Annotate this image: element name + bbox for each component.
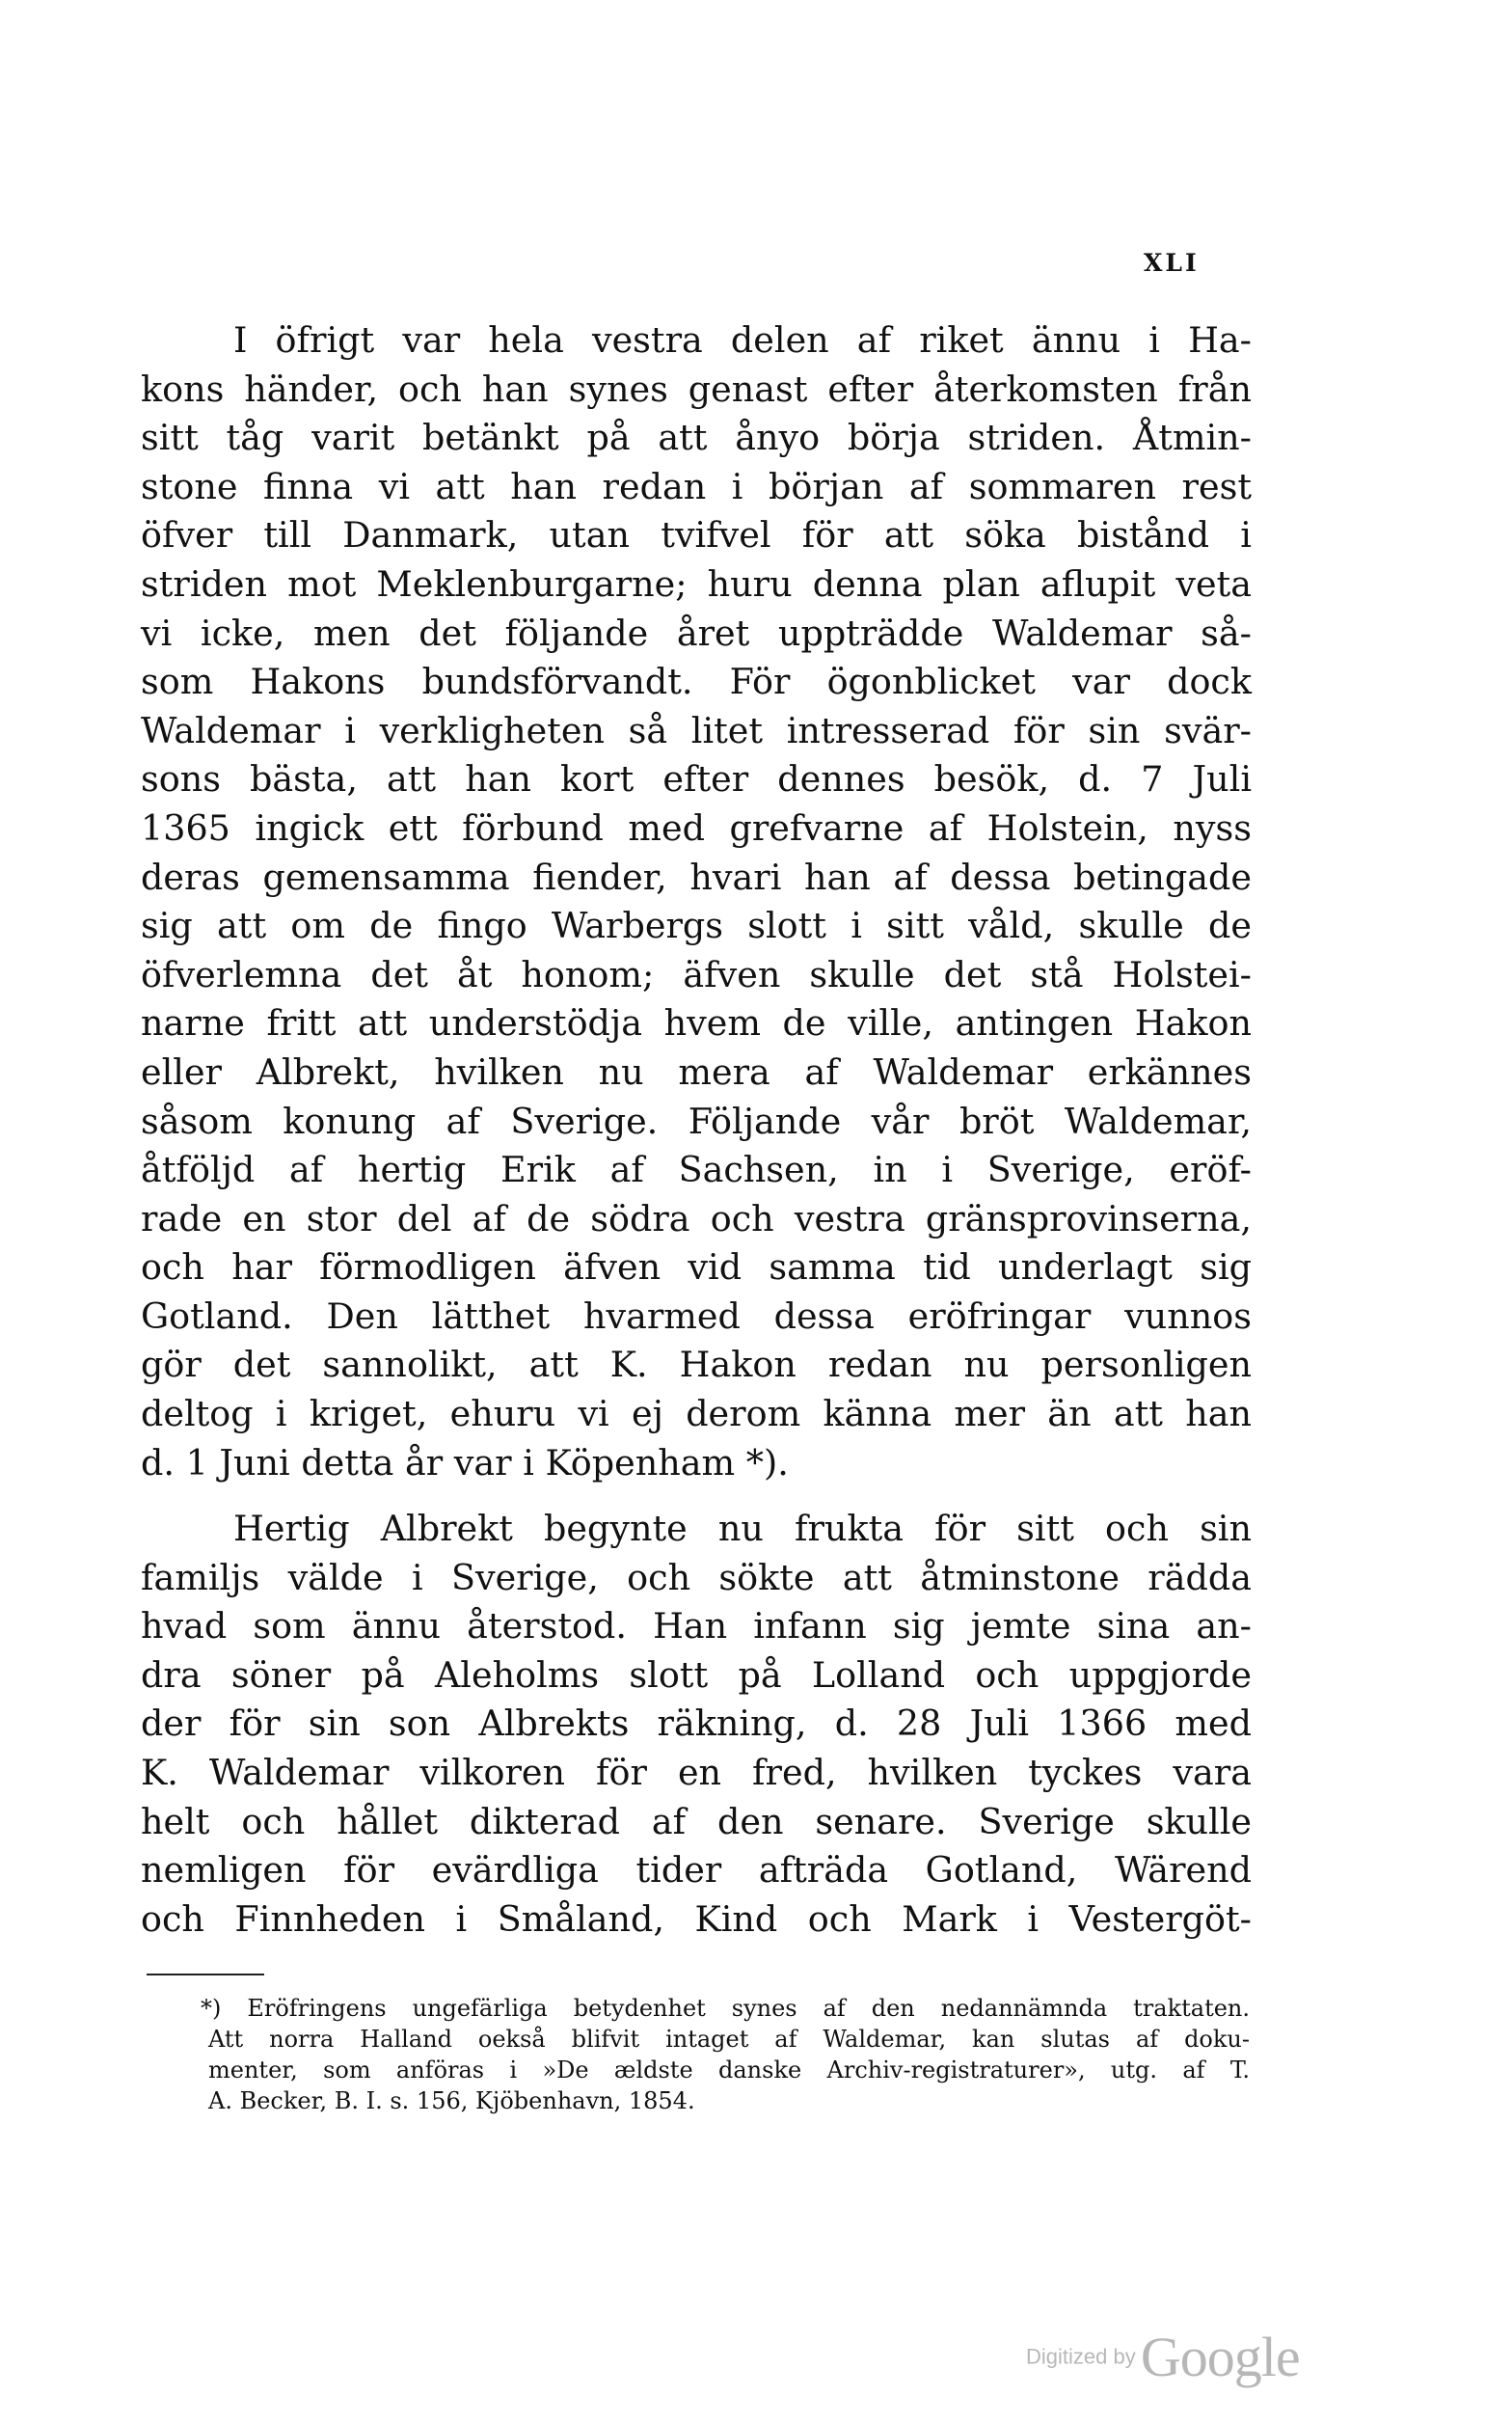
footnote-line: menter, som anföras i »De ældste danske Archiv-registraturer», utg. af T. — [208, 2056, 1250, 2084]
text-line: sitt tåg varit betänkt på att ånyo börja striden. Åtmin- — [141, 417, 1252, 459]
text-line: som Hakons bundsförvandt. För ögonblicket var dock — [141, 661, 1252, 703]
text-line: gör det sannolikt, att K. Hakon redan nu personligen — [141, 1344, 1252, 1386]
google-logo: Google — [1140, 2326, 1300, 2388]
text-line: narne fritt att understödja hvem de ville, antingen Hakon — [141, 1002, 1252, 1045]
text-line: eller Albrekt, hvilken nu mera af Waldemar erkännes — [141, 1050, 1252, 1093]
text-line: såsom konung af Sverige. Följande vår bröt Waldemar, — [141, 1100, 1252, 1142]
footnote-line: A. Becker, B. I. s. 156, Kjöbenhavn, 1854. — [208, 2087, 695, 2114]
text-line: der för sin son Albrekts räkning, d. 28 Juli 1366 med — [141, 1702, 1252, 1745]
text-line: öfver till Danmark, utan tvifvel för att söka bistånd i — [141, 514, 1252, 557]
text-line: öfverlemna det åt honom; äfven skulle det stå Holstei- — [141, 953, 1252, 995]
text-line: d. 1 Juni detta år var i Köpenham *). — [141, 1441, 789, 1484]
footnote — [147, 1993, 1250, 2116]
paragraph-2 — [141, 1505, 1252, 1944]
text-line: deltog i kriget, ehuru vi ej derom känna mer än att han — [141, 1393, 1252, 1435]
text-line: och Finnheden i Småland, Kind och Mark i Vestergöt- — [141, 1897, 1252, 1940]
text-line: rade en stor del af de södra och vestra gränsprovinserna, — [141, 1197, 1252, 1239]
text-line: sons bästa, att han kort efter dennes besök, d. 7 Juli — [141, 758, 1252, 801]
footnote-line: *) Eröfringens ungefärliga betydenhet synes af den nedannämnda traktaten. — [201, 1995, 1250, 2022]
text-line: Hertig Albrekt begynte nu frukta för sitt och sin — [233, 1508, 1252, 1549]
text-line: hvad som ännu återstod. Han infann sig jemte sina an- — [141, 1605, 1252, 1648]
watermark-prefix: Digitized by — [1026, 2344, 1136, 2369]
footnote-divider — [147, 1974, 264, 1975]
text-line: stone finna vi att han redan i början af sommaren rest — [141, 465, 1252, 507]
text-line: I öfrigt var hela vestra delen af riket ännu i Ha- — [233, 319, 1252, 361]
text-line: sig att om de fingo Warbergs slott i sitt våld, skulle de — [141, 905, 1252, 947]
text-line: deras gemensamma fiender, hvari han af dessa betingade — [141, 856, 1252, 898]
text-line: och har förmodligen äfven vid samma tid underlagt sig — [141, 1246, 1252, 1289]
paragraph-1 — [141, 316, 1252, 1487]
text-line: nemligen för evärdliga tider afträda Gotland, Wärend — [141, 1849, 1252, 1892]
text-line: striden mot Meklenburgarne; huru denna plan aflupit veta — [141, 562, 1252, 605]
digitized-by-watermark — [1026, 2325, 1300, 2389]
text-line: 1365 ingick ett förbund med grefvarne af Holstein, nyss — [141, 806, 1252, 849]
text-line: dra söner på Aleholms slott på Lolland och uppgjorde — [141, 1653, 1252, 1696]
text-line: K. Waldemar vilkoren för en fred, hvilken tyckes vara — [141, 1751, 1252, 1793]
text-line: Gotland. Den lätthet hvarmed dessa eröfringar vunnos — [141, 1294, 1252, 1337]
text-line: helt och hållet dikterad af den senare. Sverige skulle — [141, 1800, 1252, 1842]
text-line: åtföljd af hertig Erik af Sachsen, in i Sverige, eröf- — [141, 1149, 1252, 1191]
text-line: Waldemar i verkligheten så litet intresserad för sin svär- — [141, 709, 1252, 751]
footnote-line: Att norra Halland oekså blifvit intaget af Waldemar, kan slutas af doku- — [208, 2026, 1250, 2053]
text-line: kons händer, och han synes genast efter återkomsten från — [141, 368, 1252, 410]
page-number: XLI — [1144, 249, 1200, 277]
text-line: vi icke, men det följande året uppträdde Waldemar så- — [141, 612, 1252, 654]
text-line: familjs välde i Sverige, och sökte att åtminstone rädda — [141, 1556, 1252, 1598]
